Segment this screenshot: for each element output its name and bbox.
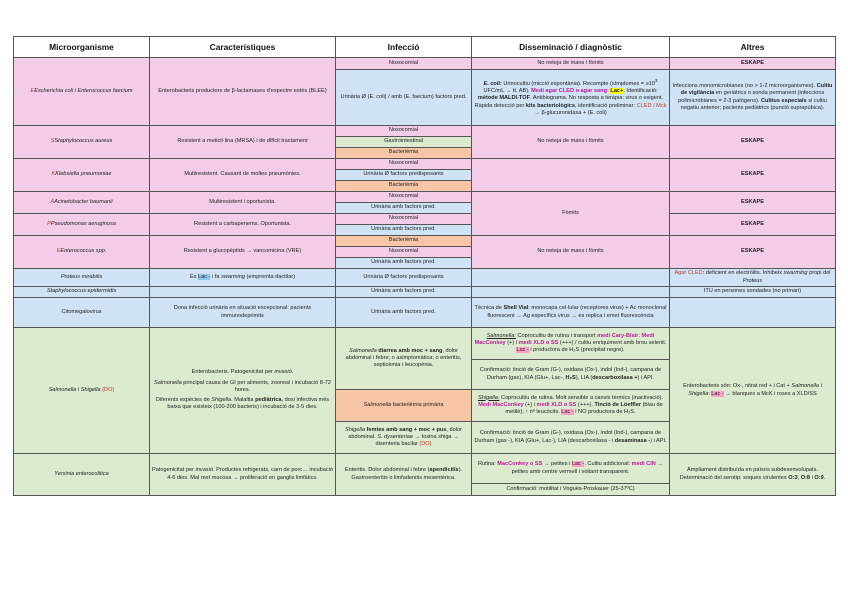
header-caracteristiques: Característiques [150,37,336,58]
char-ecoli: Enterobacteris productors de β-lactamases d'espectre estès (BLEE) [150,58,336,126]
inf-entero-2: Nosocomial [336,247,472,258]
inf-ecoli-2: Urinària Ø (E. coli) / amb (E. faecium) factors pred. [336,70,472,126]
table-row [14,328,836,360]
header-row [14,37,836,58]
inf-acin-2: Urinària amb factors pred. [336,203,472,214]
altres-entero: ESKAPE [670,236,836,269]
altres-kleb: ESKAPE [670,159,836,192]
main-table [13,36,836,496]
altres-acin: ESKAPE [670,192,836,214]
inf-staph-3: Bacterièmia [336,148,472,159]
char-proteus: És Lac - i fa swarming (empremta dactilar) [150,269,336,287]
char-kleb: Multiresistent. Causant de moltes pneumònies. [150,159,336,192]
table-row [14,298,836,328]
diss-acin-pseudo: Fòmits [472,192,670,236]
inf-pseudo-2: Urinària amb factors pred. [336,225,472,236]
inf-entero-3: Urinària amb factors pred. [336,258,472,269]
inf-salm-3: Shigella femtes amb sang + moc + pus, dolor abdominal. S. dysenteriae → toxina shiga → disenteria bacilar (DO) [336,422,472,454]
char-pseudo: Resistent a carbapenems. Oportunista. [150,214,336,236]
altres-yers: Àmpliament distribuïda en països subdesenvolupats. Determinació del serotip: soques virulentes O:3, O:8 i O:9. [670,454,836,496]
diss-salm-4: Confirmació: tinció de Gram (G-), oxidasa (Ox-), indol (Ind-), campana de Durham (gas -), KIA (Glu+, Lac-), LIA (descarboxilasa - i desaminasa -) i API. [472,422,670,454]
inf-entero-1: Bacterièmia [336,236,472,247]
altres-pseudo: ESKAPE [670,214,836,236]
org-ecoli: EEscherichia coli i Enterococcus faecium [14,58,150,126]
table-row [14,192,836,203]
inf-staph-1: Nosocomial [336,126,472,137]
diss-ecoli-1: No neteja de mans i fòmits [472,58,670,70]
inf-staph-2: Gastrointestinal [336,137,472,148]
altres-staph: ESKAPE [670,126,836,159]
diss-proteus [472,269,670,287]
inf-ecoli-1: Nosocomial [336,58,472,70]
char-epid [150,287,336,298]
diss-cmv: Tècnica de Shell Vial: monocapa cel·lular (receptores virus) + Ac monoclonal fluorescent → Ag específics virus → es replica i emet fluorescència [472,298,670,328]
org-epid: Staphylococcus epidermidis [14,287,150,298]
org-entero: EEnterococcus spp. [14,236,150,269]
altres-ecoli-2: Infeccions monomicrobianes (no > 1-2 microorganismes). Cultiu de vigilància en geriàtrics o sonda permanent (infeccions polimicrobianes = 2-3 patògens). Cultius especials si cultiu negatiu anterior; pacients pediàtrics (punció suprapúbica). [670,70,836,126]
inf-salm-2: Salmonella bacterièmia primària [336,390,472,422]
char-yers: Patogenicitat per invasió. Productes refrigerats, carn de porc… incubació 4-6 dies. Mal met mucosa → proliferació en ganglis limfàtics. [150,454,336,496]
inf-kleb-2: Urinària Ø factors predisposants [336,170,472,181]
org-acin: AAcinetobacter baumanii [14,192,150,214]
table-row [14,58,836,70]
altres-epid: ITU en persones sondades (no primari) [670,287,836,298]
inf-pseudo-1: Nosocomial [336,214,472,225]
inf-proteus: Urinària Ø factors predisposants [336,269,472,287]
inf-epid: Urinària amb factors pred. [336,287,472,298]
altres-salm: Enterobacteris són: Ox-, nitrat red + i Cat + Salmonella i Shigella: Lac - → blanques a McK i roses a XLD/SS [670,328,836,454]
altres-ecoli-1: ESKAPE [670,58,836,70]
diss-entero: No neteja de mans i fòmits [472,236,670,269]
char-staph: Resistent a meticil·lina (MRSA) i de difícil tractament [150,126,336,159]
table-row [14,269,836,287]
org-pseudo: PPseudomonas aeruginosa [14,214,150,236]
diss-epid [472,287,670,298]
table-row [14,236,836,247]
table-row [14,287,836,298]
header-infeccio: Infecció [336,37,472,58]
header-disseminacio: Disseminació / diagnòstic [472,37,670,58]
header-altres: Altres [670,37,836,58]
diss-yers-2: Confirmació: motilitat i Voguès-Proskauer (25-37ºC) [472,484,670,496]
inf-yers: Enteritis. Dolor abdominal i febre (apendicitis). Gastroenteritis o limfadenitis mesentèrica. [336,454,472,496]
table-row [14,214,836,225]
altres-proteus: Agar CLED: deficient en electròlits. Inhibeix swarming propi del Proteus [670,269,836,287]
inf-kleb-1: Nosocomial [336,159,472,170]
diss-salm-1: Salmonella: Coprocultiu de rutina i transport medi Cary-Blair. Medi MacConkey (+) i medi XLD o SS (+++) / cultiu enriquiment amb brou selenit. Lac - i productora de H₂S (precipitat negre). [472,328,670,360]
table-row [14,126,836,137]
diss-salm-2: Confirmació: tinció de Gram (G-), oxidasa (Ox-), indol (Ind-), campana de Durham (gas), KIA (Glu+, Lac-, H₂S), LIA (descarboxilasa +) i API. [472,360,670,390]
org-proteus: Proteus mirabilis [14,269,150,287]
inf-cmv: Urinària amb factors pred. [336,298,472,328]
diss-salm-3: Shigella: Coprocultiu de rutina. Molt sensible a canvis tèrmics (inactivació). Medi MacConkey (+) i medi XLD o SS (+++). Tinció de Löeffler (blau de metilè), ↑ nº leucòcits. Lac - i NO productora de H₂S. [472,390,670,422]
inf-kleb-3: Bacterièmia [336,181,472,192]
char-cmv: Dona infecció urinària en situació excepcional: pacients immunodeprimits [150,298,336,328]
org-salm: Salmonella i Shigella (DO) [14,328,150,454]
diss-ecoli-2: E. coli: Urinocultiu (micció espontània). Recompte (símptomes = $\ge 10^3$ UFC/mL → tt. AB). Medi agar CLED o agar sang: Lac+. Identificació: mètode MALDI-TOF. Antibiograma. No resposta a teràpia: virus o exigent. Ràpida detecció per kits bacteriològics, identificació preliminar: CLED / Mck → β-glucuronidasa + (E. coli) [472,70,670,126]
diss-yers-1: Rutina: MacConkey o SS → petites i Lac -. Cultiu addicional: medi CIN → petites amb centre vermell i voltant transparent. [472,454,670,484]
table-row [14,454,836,484]
diss-kleb [472,159,670,192]
org-yers: Yersinia enterocolitica [14,454,150,496]
org-kleb: KKlebsiella pneumoniae [14,159,150,192]
char-acin: Multiresistent i oportunista. [150,192,336,214]
table-row [14,159,836,170]
altres-cmv [670,298,836,328]
org-staph: SStaphylococcus aureus [14,126,150,159]
inf-acin-1: Nosocomial [336,192,472,203]
char-entero: Resistent a glucopèptids → vancomicina (VRE) [150,236,336,269]
diss-staph: No neteja de mans i fòmits [472,126,670,159]
inf-salm-1: Salmonella diarrea amb moc + sang, dolor abdominal i febre; o asimptomàtica; o enteritis, septicèmia i leucopènia. [336,328,472,390]
header-microorganisme: Microorganisme [14,37,150,58]
org-cmv: Citomegalovirus [14,298,150,328]
char-salm: Enterobacteris. Patogenicitat per invasió. Salmonella principal causa de GI per aliments, zoonosi i incubació 8-72 hores. Diferents espècies de Shigella. Malaltia pediàtrica, dosi infectiva més baixa que existeix (100-200 bacteris) i incubació de 3-5 dies. [150,328,336,454]
